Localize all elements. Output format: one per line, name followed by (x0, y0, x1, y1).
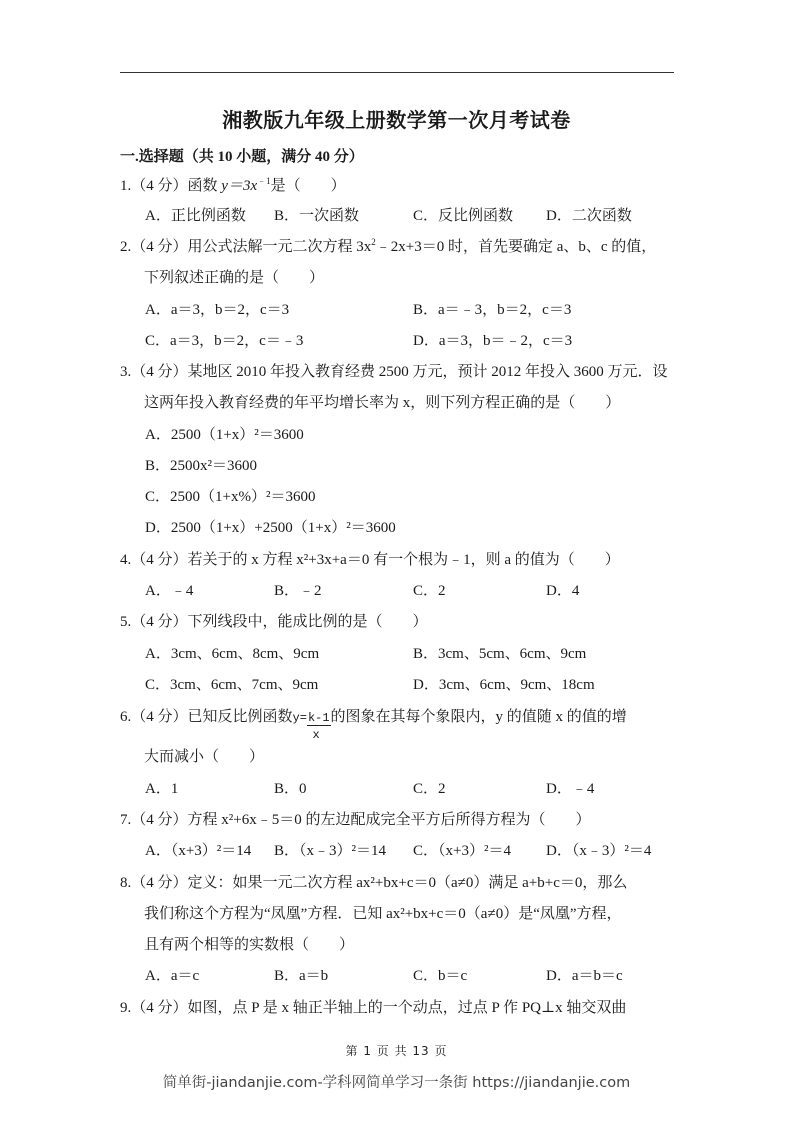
stem-text: ﹣2x+3＝0 时，首先要确定 a、b、c 的值， (375, 239, 657, 255)
option-7b: B．（x﹣3）²＝14 (274, 843, 387, 859)
question-number: 1. (120, 178, 132, 194)
option-3a: A．2500（1+x）²＝3600 (145, 427, 304, 443)
option-5a: A．3cm、6cm、8cm、9cm (145, 646, 320, 662)
question-number: 9. (120, 1000, 132, 1016)
option-7c: C．（x+3）²＝4 (413, 843, 511, 859)
fraction-expr (292, 708, 331, 742)
question-score: （4 分） (131, 875, 188, 891)
page-number: 第 1 页 共 13 页 (345, 1044, 448, 1058)
question-2-stem-line2: 下列叙述正确的是（ ） (144, 270, 325, 286)
option-4d: D．4 (546, 583, 580, 599)
option-6b: B．0 (274, 781, 307, 797)
option-5c: C．3cm、6cm、7cm、9cm (145, 677, 319, 693)
question-number: 2. (120, 239, 132, 255)
question-6-stem (120, 707, 627, 742)
option-3c: C．2500（1+x%）²＝3600 (145, 489, 316, 505)
question-9-stem (120, 998, 626, 1018)
option-2c: C．a＝3，b＝2，c＝﹣3 (145, 333, 304, 349)
question-score: （4 分） (131, 178, 188, 194)
question-6-stem-line2: 大而减小（ ） (144, 749, 265, 765)
question-number: 6. (120, 709, 132, 725)
fraction-denominator: x (312, 727, 320, 742)
question-4-stem (120, 550, 620, 570)
option-6c: C．2 (413, 781, 446, 797)
option-6d: D．﹣4 (546, 781, 595, 797)
fraction-numerator: k-1 (307, 710, 330, 725)
stem-text: 是（ ） (270, 178, 346, 194)
question-score: （4 分） (131, 1000, 188, 1016)
question-2-stem (120, 237, 656, 257)
stem-text: 某地区 2010 年投入教育经费 2500 万元，预计 2012 年投入 3600 万元．设 (187, 364, 668, 380)
exponent: ﹣1 (257, 176, 271, 186)
option-1d: D．二次函数 (546, 208, 632, 224)
option-4b: B．﹣2 (274, 583, 322, 599)
option-5b: B．3cm、5cm、6cm、9cm (413, 646, 587, 662)
question-8-stem-line3: 且有两个相等的实数根（ ） (144, 937, 355, 953)
watermark-footer: 简单街-jiandanjie.com-学科网简单学习一条街 https://jiandanjie.com (162, 1075, 631, 1091)
question-8-stem (120, 873, 627, 893)
question-7-stem (120, 810, 590, 830)
stem-text: 函数 (187, 178, 222, 194)
question-number: 7. (120, 812, 132, 828)
question-score: （4 分） (131, 812, 188, 828)
option-8d: D．a＝b＝c (546, 968, 623, 984)
question-number: 3. (120, 364, 132, 380)
stem-text: 已知反比例函数 (187, 709, 293, 725)
question-3-stem-line2: 这两年投入教育经费的年平均增长率为 x，则下列方程正确的是（ ） (144, 395, 621, 411)
option-1b: B．一次函数 (274, 208, 360, 224)
fraction-lhs: y= (292, 710, 307, 725)
option-3b: B．2500x²＝3600 (145, 458, 258, 474)
stem-text: 下列线段中，能成比例的是（ ） (187, 614, 428, 630)
question-score: （4 分） (131, 364, 188, 380)
option-8a: A．a＝c (145, 968, 200, 984)
stem-text: 如图，点 P 是 x 轴正半轴上的一个动点，过点 P 作 PQ⊥x 轴交双曲 (187, 1000, 627, 1016)
question-score: （4 分） (131, 239, 188, 255)
option-3d: D．2500（1+x）+2500（1+x）²＝3600 (145, 520, 396, 536)
stem-text: 方程 x²+6x﹣5＝0 的左边配成完全平方后所得方程为（ ） (187, 812, 591, 828)
question-number: 4. (120, 552, 132, 568)
option-1a: A．正比例函数 (145, 208, 246, 224)
question-number: 8. (120, 875, 132, 891)
question-1-stem (120, 176, 346, 196)
option-2a: A．a＝3，b＝2，c＝3 (145, 302, 290, 318)
stem-text: 定义：如果一元二次方程 ax²+bx+c＝0（a≠0）满足 a+b+c＝0，那么 (187, 875, 628, 891)
page-title: 湘教版九年级上册数学第一次月考试卷 (222, 110, 571, 132)
option-8c: C．b＝c (413, 968, 468, 984)
question-number: 5. (120, 614, 132, 630)
question-3-stem (120, 362, 668, 382)
question-score: （4 分） (131, 552, 188, 568)
option-1c: C．反比例函数 (413, 208, 514, 224)
option-2b: B．a＝﹣3，b＝2，c＝3 (413, 302, 572, 318)
option-7d: D．（x﹣3）²＝4 (546, 843, 652, 859)
option-6a: A．1 (145, 781, 179, 797)
question-score: （4 分） (131, 614, 188, 630)
header-rule (120, 72, 674, 73)
question-5-stem (120, 612, 428, 632)
stem-text: 用公式法解一元二次方程 3x (187, 239, 372, 255)
option-4a: A．﹣4 (145, 583, 194, 599)
option-5d: D．3cm、6cm、9cm、18cm (413, 677, 595, 693)
math-expr: y＝3x (221, 178, 258, 194)
stem-text: 若关于的 x 方程 x²+3x+a＝0 有一个根为﹣1，则 a 的值为（ ） (187, 552, 620, 568)
option-7a: A．（x+3）²＝14 (145, 843, 252, 859)
option-2d: D．a＝3，b＝﹣2，c＝3 (413, 333, 573, 349)
exponent: 2 (371, 237, 376, 247)
question-score: （4 分） (131, 709, 188, 725)
stem-text: 的图象在其每个象限内，y 的值随 x 的值的增 (330, 709, 627, 725)
question-8-stem-line2: 我们称这个方程为“凤凰”方程．已知 ax²+bx+c＝0（a≠0）是“凤凰”方程， (144, 906, 622, 922)
section-heading: 一.选择题（共 10 小题，满分 40 分） (120, 149, 364, 165)
option-8b: B．a＝b (274, 968, 329, 984)
option-4c: C．2 (413, 583, 446, 599)
